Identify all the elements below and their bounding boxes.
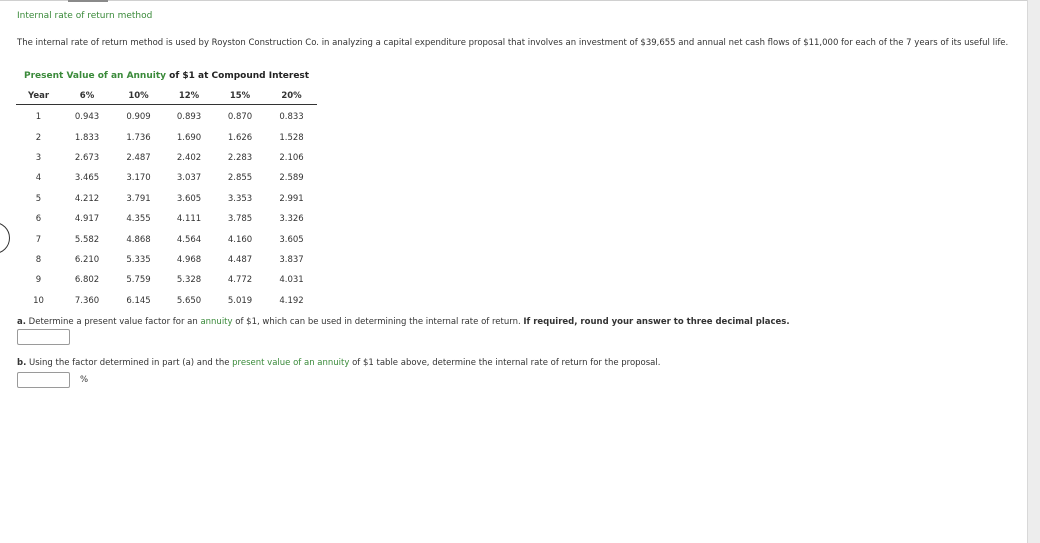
top-tab-indicator — [68, 0, 108, 2]
question-a — [17, 317, 790, 327]
factor-cell: 0.909 — [126, 112, 151, 123]
factor-cell: 0.893 — [176, 112, 202, 123]
year-cell: 6 — [35, 214, 42, 225]
question-a-text: Determine a present value factor for an — [25, 317, 201, 327]
percent-unit: % — [80, 375, 89, 385]
factor-cell: 3.170 — [126, 173, 151, 184]
question-b-text: of $1 table above, determine the internal rate of return for the proposal. — [349, 358, 661, 368]
factor-cell: 2.673 — [74, 152, 100, 163]
header-year: Year — [16, 87, 61, 105]
year-cell: 7 — [35, 234, 42, 245]
year-cell: 5 — [35, 193, 42, 204]
pv-factor-input[interactable] — [17, 329, 70, 345]
factor-cell: 3.037 — [176, 173, 202, 184]
table-row — [16, 229, 317, 249]
table-row — [16, 189, 317, 209]
factor-cell: 4.487 — [227, 254, 253, 265]
factor-cell: 3.465 — [74, 173, 100, 184]
table-row — [16, 291, 317, 311]
factor-cell: 3.791 — [126, 193, 151, 204]
factor-cell: 1.833 — [74, 132, 100, 143]
table-row — [16, 127, 317, 147]
year-cell: 10 — [33, 295, 44, 306]
factor-cell: 3.605 — [279, 234, 304, 245]
table-row — [16, 168, 317, 188]
factor-cell: 1.690 — [176, 132, 202, 143]
table-row — [16, 270, 317, 290]
factor-cell: 2.991 — [279, 193, 304, 204]
table-title — [24, 71, 309, 81]
factor-cell: 4.160 — [227, 234, 253, 245]
factor-cell: 5.019 — [227, 295, 253, 306]
factor-cell: 4.772 — [227, 275, 253, 286]
header-rate: 12% — [164, 87, 214, 105]
factor-cell: 2.855 — [227, 173, 253, 184]
factor-cell: 1.626 — [227, 132, 253, 143]
factor-cell: 3.837 — [279, 254, 304, 265]
factor-cell: 4.564 — [176, 234, 202, 245]
side-circle-handle[interactable] — [0, 222, 10, 254]
table-header-row — [16, 87, 317, 105]
factor-cell: 3.605 — [176, 193, 202, 204]
factor-cell: 6.145 — [126, 295, 151, 306]
table-row — [16, 250, 317, 270]
year-cell: 2 — [35, 132, 42, 143]
factor-cell: 5.328 — [176, 275, 202, 286]
factor-cell: 3.326 — [279, 214, 304, 225]
table-title-rest: of $1 at Compound Interest — [166, 71, 310, 81]
factor-cell: 0.870 — [227, 112, 253, 123]
factor-cell: 4.031 — [279, 275, 304, 286]
factor-cell: 2.487 — [126, 152, 151, 163]
top-divider — [0, 0, 1030, 1]
factor-cell: 4.192 — [279, 295, 304, 306]
header-rate: 6% — [61, 87, 113, 105]
annuity-table-link[interactable]: Present Value of an Annuity — [24, 71, 167, 81]
factor-cell: 4.355 — [126, 214, 151, 225]
year-cell: 3 — [35, 152, 42, 163]
question-a-text: of $1, which can be used in determining the internal rate of return. — [232, 317, 524, 327]
factor-cell: 1.528 — [279, 132, 304, 143]
pv-annuity-link[interactable]: present value of an annuity — [232, 358, 350, 368]
factor-cell: 2.106 — [279, 152, 304, 163]
factor-cell: 0.833 — [279, 112, 304, 123]
header-rate: 20% — [266, 87, 317, 105]
factor-cell: 6.210 — [74, 254, 100, 265]
table-row — [16, 105, 317, 128]
annuity-link[interactable]: annuity — [200, 317, 233, 327]
header-rate: 15% — [214, 87, 266, 105]
factor-cell: 5.582 — [74, 234, 100, 245]
factor-cell: 4.212 — [74, 193, 100, 204]
factor-cell: 3.785 — [227, 214, 253, 225]
page-title: Internal rate of return method — [17, 11, 153, 21]
rounding-instruction: If required, round your answer to three decimal places. — [523, 317, 790, 327]
header-rate: 10% — [113, 87, 164, 105]
table-row — [16, 148, 317, 168]
year-cell: 8 — [35, 254, 42, 265]
factor-cell: 2.283 — [227, 152, 253, 163]
question-a-label: a. — [17, 317, 26, 327]
question-b-label: b. — [17, 358, 27, 368]
problem-intro: The internal rate of return method is used by Royston Construction Co. in analyzing a capital expenditure proposal that involves an investment of $39,655 and annual net cash flows of $11,000 for each of the 7 years of its useful life. — [17, 38, 1009, 48]
factor-cell: 4.917 — [74, 214, 100, 225]
factor-cell: 5.759 — [126, 275, 151, 286]
table-row — [16, 209, 317, 229]
factor-cell: 2.589 — [279, 173, 304, 184]
factor-cell: 0.943 — [74, 112, 100, 123]
factor-cell: 6.802 — [74, 275, 100, 286]
factor-cell: 1.736 — [126, 132, 151, 143]
irr-input[interactable] — [17, 372, 70, 388]
year-cell: 4 — [35, 173, 42, 184]
factor-cell: 4.968 — [176, 254, 202, 265]
scrollbar-track[interactable] — [1027, 0, 1040, 543]
year-cell: 9 — [35, 275, 42, 286]
factor-cell: 5.335 — [126, 254, 151, 265]
year-cell: 1 — [35, 112, 42, 123]
factor-cell: 4.111 — [176, 214, 202, 225]
factor-cell: 2.402 — [176, 152, 202, 163]
question-b-text: Using the factor determined in part (a) and the — [26, 358, 233, 368]
factor-cell: 7.360 — [74, 295, 100, 306]
pv-annuity-table — [16, 87, 317, 311]
factor-cell: 5.650 — [176, 295, 202, 306]
factor-cell: 4.868 — [126, 234, 151, 245]
factor-cell: 3.353 — [227, 193, 253, 204]
question-b — [17, 358, 660, 368]
